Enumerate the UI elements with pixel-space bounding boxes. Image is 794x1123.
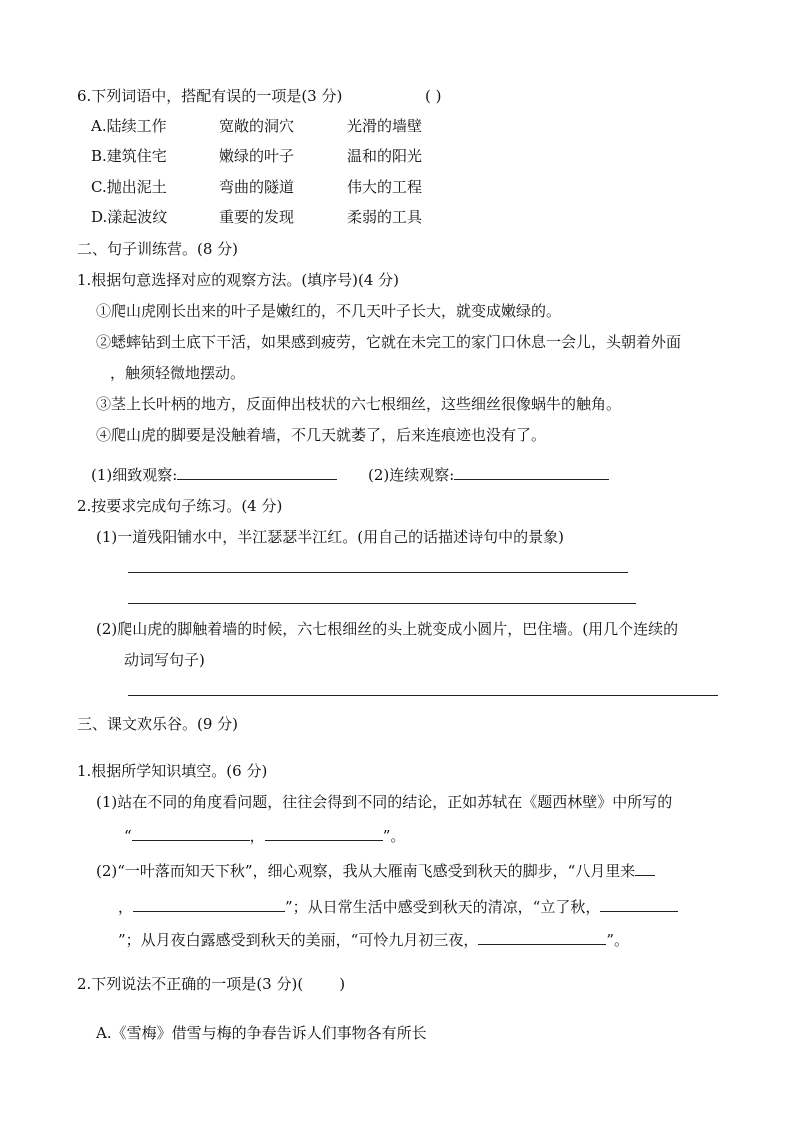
answer-blank[interactable] xyxy=(177,465,337,480)
q6-option-word: 伟大的工程 xyxy=(347,178,423,196)
s2-q1-item-4: ④爬山虎的脚要是没触着墙，不几天就萎了，后来连痕迹也没有了。 xyxy=(96,426,547,444)
s2-q2-sub2-line1: (2)爬山虎的脚触着墙的时候，六七根细丝的头上就变成小圆片，巴住墙。(用几个连续的 xyxy=(96,620,679,638)
q6-option-word: 重要的发现 xyxy=(219,208,295,226)
s2-q2-sub2-line2: 动词写句子) xyxy=(124,651,205,669)
answer-line[interactable] xyxy=(128,603,636,604)
answer-line[interactable] xyxy=(128,695,718,696)
q6-option-word: 弯曲的隧道 xyxy=(219,178,295,196)
s3-q1-sub1-line1: (1)站在不同的角度看问题，往往会得到不同的结论，正如苏轼在《题西林壁》中所写的 xyxy=(96,793,673,811)
s2-q1-item-3: ③茎上长叶柄的地方，反面伸出枝状的六七根细丝，这些细丝很像蜗牛的触角。 xyxy=(96,395,622,413)
section2-title: 二、句子训练营。(8 分) xyxy=(77,240,239,258)
section3-title: 三、课文欢乐谷。(9 分) xyxy=(77,715,239,733)
q6-option-a xyxy=(91,116,491,136)
answer-blank[interactable] xyxy=(132,826,250,841)
s2-q1-item-1: ①爬山虎刚长出来的叶子是嫩红的，不几天叶子长大，就变成嫩绿的。 xyxy=(96,302,562,320)
s2-q2-sub1: (1)一道残阳铺水中，半江瑟瑟半江红。(用自己的话描述诗句中的景象) xyxy=(96,528,564,546)
answer-blank[interactable] xyxy=(478,930,606,945)
s2-q1-blank-detail: (1)细致观察: xyxy=(91,465,337,485)
q6-option-d xyxy=(91,207,491,227)
answer-line[interactable] xyxy=(128,572,628,573)
q6-option-word: 温和的阳光 xyxy=(347,147,423,165)
s3-q2-option-a: A.《雪梅》借雪与梅的争春告诉人们事物各有所长 xyxy=(96,1024,427,1042)
s3-q1-sub1-line2: “ ， ”。 xyxy=(124,827,406,845)
answer-blank[interactable] xyxy=(133,897,285,912)
s2-q1-item-2: ②蟋蟀钻到土底下干活，如果感到疲劳，它就在未完工的家门口休息一会儿，头朝着外面 xyxy=(96,333,682,351)
q6-option-word: 柔弱的工具 xyxy=(347,208,423,226)
s2-q1-item-2-cont: ，触须轻微地摆动。 xyxy=(110,364,246,382)
q6-option-c xyxy=(91,177,491,197)
s3-q1-sub2-line1: (2)“一叶落而知天下秋”，细心观察，我从大雁南飞感受到秋天的脚步，“八月里来 xyxy=(96,861,655,881)
s2-q1-stem: 1.根据句意选择对应的观察方法。(填序号)(4 分) xyxy=(77,271,400,289)
answer-blank[interactable] xyxy=(265,826,383,841)
s3-q1-sub2-line3: ”；从月夜白露感受到秋天的美丽，“可怜九月初三夜， ”。 xyxy=(118,931,630,949)
answer-blank[interactable] xyxy=(635,861,655,876)
q6-option-word: 宽敞的洞穴 xyxy=(219,117,295,135)
q6-option-word: 光滑的墙壁 xyxy=(347,117,423,135)
s3-q1-sub2-line2: ， ”；从日常生活中感受到秋天的清凉，“立了秋， xyxy=(118,897,678,917)
s2-q1-blank-continuous: (2)连续观察: xyxy=(368,465,609,485)
q6-option-label: B.建筑住宅 xyxy=(91,147,167,165)
q6-option-word: 嫩绿的叶子 xyxy=(219,147,295,165)
s3-q2-stem: 2.下列说法不正确的一项是(3 分)( ) xyxy=(77,975,346,993)
answer-blank[interactable] xyxy=(600,897,678,912)
q6-option-label: C.抛出泥土 xyxy=(91,178,167,196)
q6-option-label: D.漾起波纹 xyxy=(91,208,168,226)
q6-option-b xyxy=(91,146,491,166)
q6-answer-paren: ( ) xyxy=(425,87,442,105)
s3-q1-stem: 1.根据所学知识填空。(6 分) xyxy=(77,762,268,780)
s2-q2-stem: 2.按要求完成句子练习。(4 分) xyxy=(77,497,283,515)
q6-option-label: A.陆续工作 xyxy=(91,117,167,135)
q6-stem: 6.下列词语中，搭配有误的一项是(3 分) xyxy=(77,87,343,105)
answer-blank[interactable] xyxy=(454,465,609,480)
